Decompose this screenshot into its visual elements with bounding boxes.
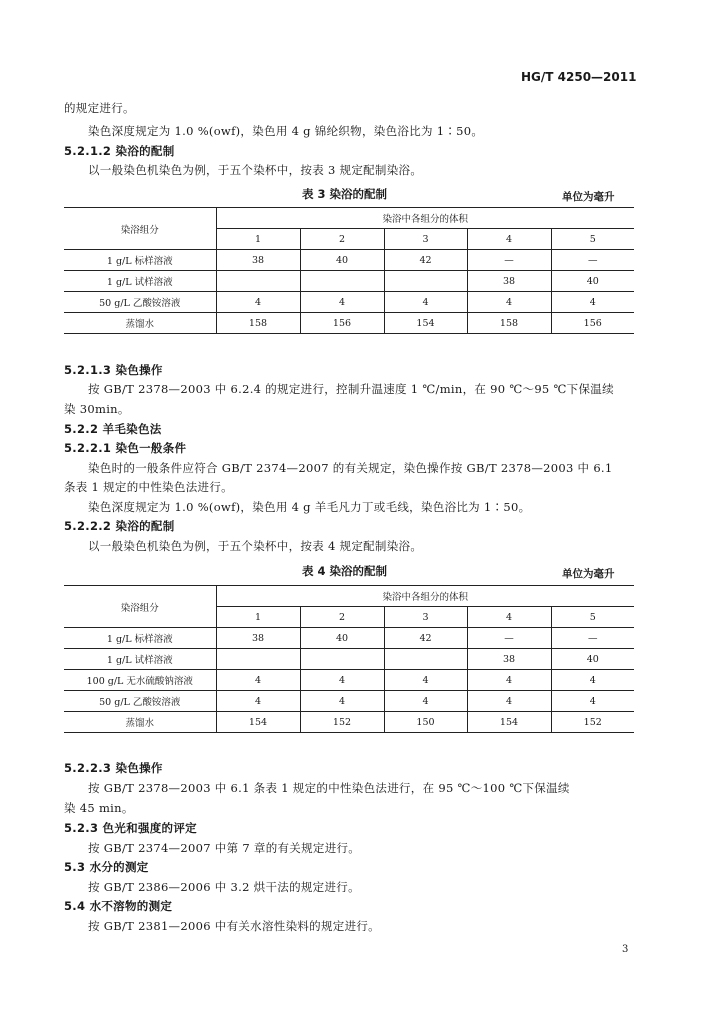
table-cell: 154 xyxy=(384,313,467,334)
standard-code: HG/T 4250—2011 xyxy=(521,70,637,84)
table3-component-header: 染浴组分 xyxy=(64,208,216,250)
table4-col-header: 3 xyxy=(384,607,467,628)
row-label: 1 g/L 试样溶液 xyxy=(64,649,216,670)
table-cell: 150 xyxy=(384,712,467,733)
table-cell: 42 xyxy=(384,628,467,649)
table-row xyxy=(64,313,634,334)
table-cell: 156 xyxy=(551,313,634,334)
table4-col-header: 1 xyxy=(216,607,300,628)
table-row xyxy=(64,271,634,292)
paragraph-line: 以一般染色机染色为例，于五个染杯中，按表 4 规定配制染浴。 xyxy=(88,539,423,553)
table4-unit: 单位为毫升 xyxy=(562,568,615,580)
table-cell: 4 xyxy=(551,691,634,712)
table-cell: 158 xyxy=(467,313,551,334)
table-cell: 38 xyxy=(216,250,300,271)
table-cell: — xyxy=(467,250,551,271)
table-cell: 4 xyxy=(551,292,634,313)
table-cell: 154 xyxy=(216,712,300,733)
paragraph-line: 的规定进行。 xyxy=(64,101,135,115)
section-heading: 5.2.2.3 染色操作 xyxy=(64,761,163,775)
table4-col-header: 5 xyxy=(551,607,634,628)
table3-unit: 单位为毫升 xyxy=(562,191,615,203)
table-cell: 4 xyxy=(300,292,384,313)
section-heading: 5.2.2.1 染色一般条件 xyxy=(64,441,187,455)
table-cell: 158 xyxy=(216,313,300,334)
table3 xyxy=(64,207,634,334)
paragraph-line: 染 45 min。 xyxy=(64,801,134,815)
table-row xyxy=(64,649,634,670)
paragraph-line: 按 GB/T 2381—2006 中有关水溶性染料的规定进行。 xyxy=(88,919,380,933)
table-cell: 38 xyxy=(467,649,551,670)
row-label: 50 g/L 乙酸铵溶液 xyxy=(64,292,216,313)
table3-col-header: 1 xyxy=(216,229,300,250)
table-cell xyxy=(300,649,384,670)
table-row xyxy=(64,712,634,733)
section-heading: 5.3 水分的测定 xyxy=(64,860,149,874)
table3-caption: 表 3 染浴的配制 xyxy=(302,187,388,201)
table-cell: 38 xyxy=(216,628,300,649)
table-row xyxy=(64,670,634,691)
table-cell: 152 xyxy=(300,712,384,733)
table4-col-header: 2 xyxy=(300,607,384,628)
table-cell: 4 xyxy=(384,691,467,712)
table3-col-header: 5 xyxy=(551,229,634,250)
paragraph-line: 染色时的一般条件应符合 GB/T 2374—2007 的有关规定，染色操作按 GB/T 2378—2003 中 6.1 xyxy=(88,461,613,475)
row-label: 1 g/L 试样溶液 xyxy=(64,271,216,292)
table-cell: 156 xyxy=(300,313,384,334)
table-cell: 4 xyxy=(384,292,467,313)
row-label: 1 g/L 标样溶液 xyxy=(64,250,216,271)
section-heading: 5.2.1.3 染色操作 xyxy=(64,363,163,377)
table-cell: 40 xyxy=(300,628,384,649)
section-heading: 5.2.1.2 染浴的配制 xyxy=(64,144,175,158)
table-cell: 4 xyxy=(300,670,384,691)
page-number: 3 xyxy=(622,944,629,955)
table-cell: 4 xyxy=(467,292,551,313)
table-row xyxy=(64,628,634,649)
table-cell: 42 xyxy=(384,250,467,271)
paragraph-line: 按 GB/T 2374—2007 中第 7 章的有关规定进行。 xyxy=(88,841,361,855)
table-cell: 154 xyxy=(467,712,551,733)
table-cell: — xyxy=(551,250,634,271)
table-cell: 4 xyxy=(300,691,384,712)
paragraph-line: 按 GB/T 2378—2003 中 6.2.4 的规定进行，控制升温速度 1 ℃/min，在 90 ℃～95 ℃下保温续 xyxy=(88,382,614,396)
table-cell: 4 xyxy=(384,670,467,691)
section-heading: 5.2.2.2 染浴的配制 xyxy=(64,519,175,533)
row-label: 蒸馏水 xyxy=(64,313,216,334)
table-cell: 152 xyxy=(551,712,634,733)
table3-col-header: 2 xyxy=(300,229,384,250)
row-label: 100 g/L 无水硫酸钠溶液 xyxy=(64,670,216,691)
table-cell xyxy=(216,271,300,292)
table-cell xyxy=(300,271,384,292)
table3-volume-header: 染浴中各组分的体积 xyxy=(216,208,634,229)
table-cell xyxy=(216,649,300,670)
table-cell: 4 xyxy=(467,691,551,712)
row-label: 蒸馏水 xyxy=(64,712,216,733)
table3-col-header: 4 xyxy=(467,229,551,250)
paragraph-line: 按 GB/T 2386—2006 中 3.2 烘干法的规定进行。 xyxy=(88,880,360,894)
paragraph-line: 以一般染色机染色为例，于五个染杯中，按表 3 规定配制染浴。 xyxy=(88,163,423,177)
table4-caption: 表 4 染浴的配制 xyxy=(302,564,388,578)
table-row xyxy=(64,250,634,271)
table-cell: 4 xyxy=(216,292,300,313)
table-cell: 40 xyxy=(300,250,384,271)
section-heading: 5.2.3 色光和强度的评定 xyxy=(64,821,197,835)
table3-col-header: 3 xyxy=(384,229,467,250)
paragraph-line: 染 30min。 xyxy=(64,402,130,416)
paragraph-line: 按 GB/T 2378—2003 中 6.1 条表 1 规定的中性染色法进行，在 95 ℃～100 ℃下保温续 xyxy=(88,781,570,795)
row-label: 50 g/L 乙酸铵溶液 xyxy=(64,691,216,712)
table-cell: 4 xyxy=(551,670,634,691)
table-cell: — xyxy=(551,628,634,649)
table4-col-header: 4 xyxy=(467,607,551,628)
table-cell xyxy=(384,271,467,292)
table4-component-header: 染浴组分 xyxy=(64,586,216,628)
section-heading: 5.2.2 羊毛染色法 xyxy=(64,422,162,436)
table-cell: 40 xyxy=(551,649,634,670)
paragraph-line: 染色深度规定为 1.0 %(owf)，染色用 4 g 锦纶织物，染色浴比为 1∶50。 xyxy=(88,124,484,138)
table-cell: — xyxy=(467,628,551,649)
table-cell: 4 xyxy=(467,670,551,691)
table-cell: 38 xyxy=(467,271,551,292)
row-label: 1 g/L 标样溶液 xyxy=(64,628,216,649)
table-row xyxy=(64,292,634,313)
table-cell xyxy=(384,649,467,670)
table-row xyxy=(64,691,634,712)
table-cell: 4 xyxy=(216,670,300,691)
table-cell: 4 xyxy=(216,691,300,712)
table4-volume-header: 染浴中各组分的体积 xyxy=(216,586,634,607)
section-heading: 5.4 水不溶物的测定 xyxy=(64,899,173,913)
paragraph-line: 条表 1 规定的中性染色法进行。 xyxy=(64,480,233,494)
paragraph-line: 染色深度规定为 1.0 %(owf)，染色用 4 g 羊毛凡力丁或毛线，染色浴比为 1∶50。 xyxy=(88,500,531,514)
table-cell: 40 xyxy=(551,271,634,292)
table4 xyxy=(64,585,634,733)
